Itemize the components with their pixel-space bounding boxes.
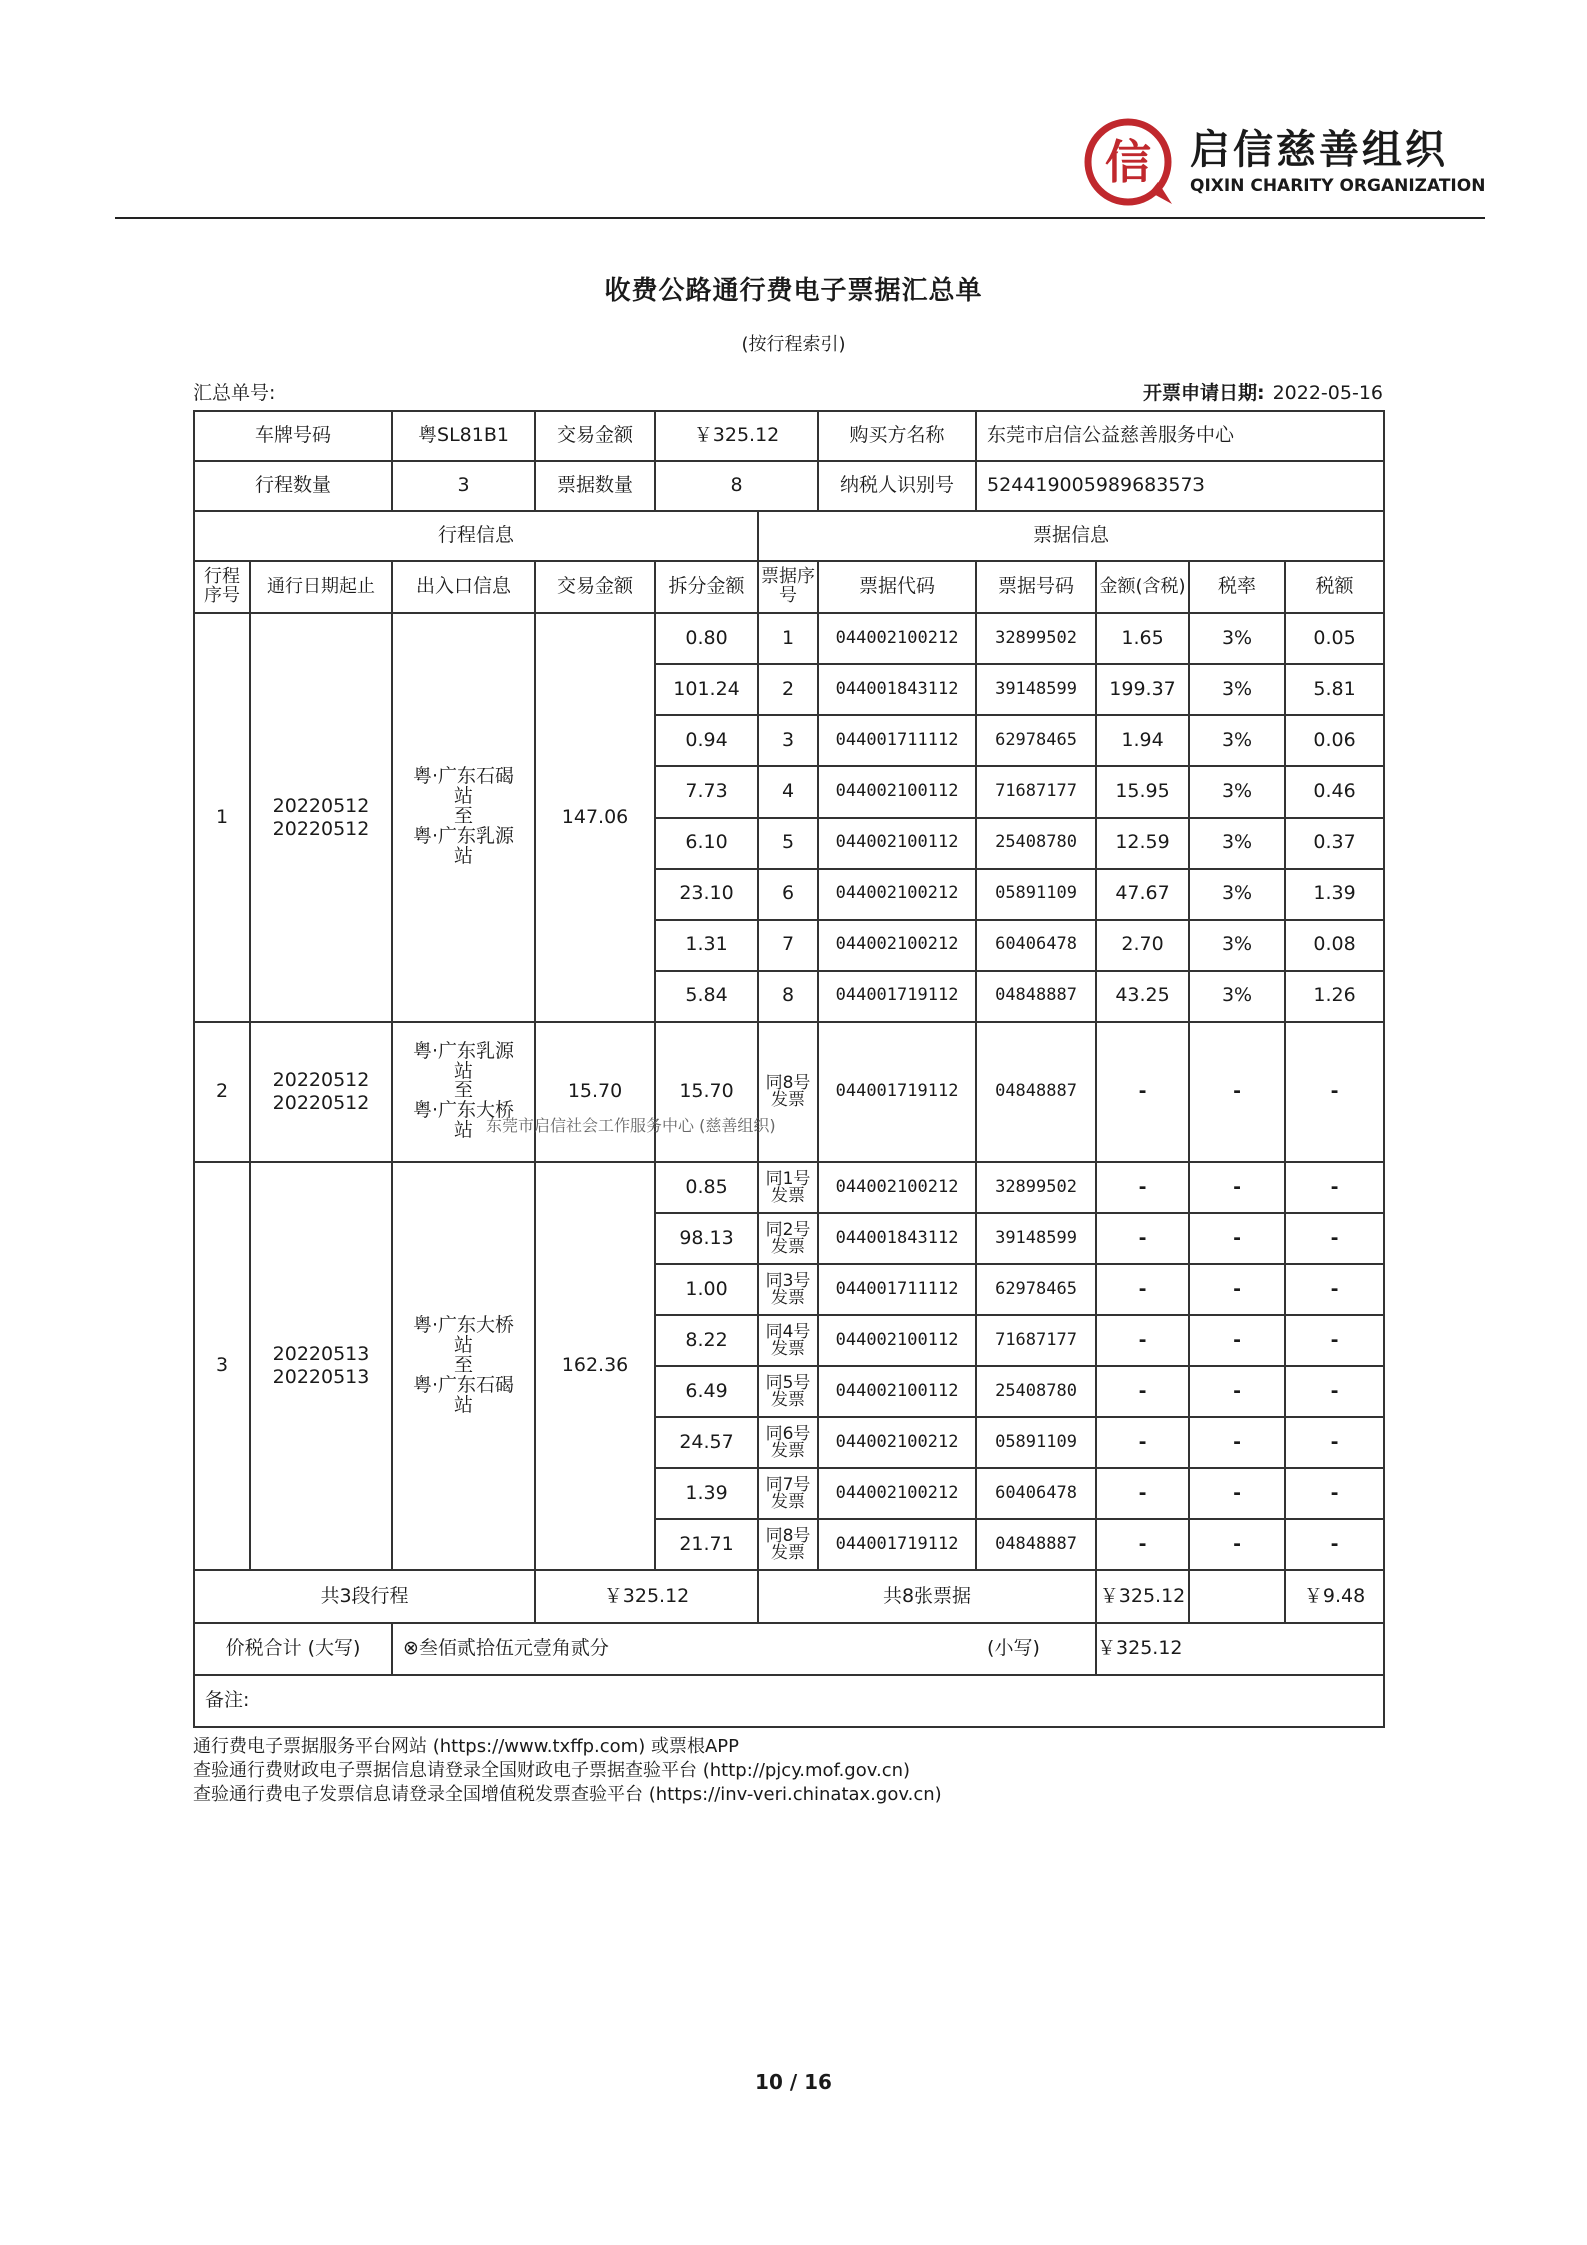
footer-notes xyxy=(193,1735,942,1807)
split-amount: 1.31 xyxy=(655,920,758,971)
ticket-number: 71687177 xyxy=(976,1315,1096,1366)
ticket-seq: 2 xyxy=(758,664,818,715)
ticket-seq: 5 xyxy=(758,818,818,869)
ticket-number: 25408780 xyxy=(976,818,1096,869)
ticket-number: 32899502 xyxy=(976,613,1096,664)
ticket-info-section: 票据信息 xyxy=(758,511,1384,561)
ticket-code: 044001719112 xyxy=(818,1022,976,1162)
ticket-number: 04848887 xyxy=(976,971,1096,1022)
entry-exit-cell xyxy=(392,1022,535,1162)
amount-with-tax: - xyxy=(1096,1519,1189,1570)
amount-with-tax: - xyxy=(1096,1162,1189,1213)
total-tax: ￥9.48 xyxy=(1285,1570,1384,1622)
amount-with-tax: 12.59 xyxy=(1096,818,1189,869)
grand-total-label: 价税合计 (大写) xyxy=(194,1623,392,1675)
ticket-number: 60406478 xyxy=(976,920,1096,971)
col-date: 通行日期起止 xyxy=(250,561,392,613)
tax-rate: - xyxy=(1189,1417,1285,1468)
tax-rate: 3% xyxy=(1189,920,1285,971)
split-amount: 7.73 xyxy=(655,766,758,817)
ticket-code: 044001843112 xyxy=(818,1213,976,1264)
trip-date-cell xyxy=(250,613,392,1022)
date-to: 20220512 xyxy=(272,817,370,840)
trip-count-value: 3 xyxy=(392,461,535,511)
tax-rate: 3% xyxy=(1189,715,1285,766)
amount-with-tax: 15.95 xyxy=(1096,766,1189,817)
tax-amount: 0.05 xyxy=(1285,613,1384,664)
ticket-seq: 同3号发票 xyxy=(758,1264,818,1315)
ticket-number: 32899502 xyxy=(976,1162,1096,1213)
split-amount: 6.10 xyxy=(655,818,758,869)
footer-line: 查验通行费电子发票信息请登录全国增值税发票查验平台 (https://inv-veri.chinatax.gov.cn) xyxy=(193,1784,942,1805)
tax-rate: - xyxy=(1189,1315,1285,1366)
doc-subtitle: (按行程索引) xyxy=(741,334,846,355)
total-rate-empty xyxy=(1189,1570,1285,1622)
ticket-number: 39148599 xyxy=(976,1213,1096,1264)
ticket-seq: 3 xyxy=(758,715,818,766)
tax-amount: - xyxy=(1285,1519,1384,1570)
tax-rate: 3% xyxy=(1189,613,1285,664)
ticket-number: 05891109 xyxy=(976,869,1096,920)
exit-station: 粤·广东大桥站 xyxy=(412,1099,515,1142)
tax-amount: - xyxy=(1285,1162,1384,1213)
ticket-seq: 7 xyxy=(758,920,818,971)
amount-with-tax: 47.67 xyxy=(1096,869,1189,920)
org-name-en: QIXIN CHARITY ORGANIZATION xyxy=(1190,176,1486,196)
amount-value: ￥325.12 xyxy=(655,411,818,461)
grand-total-small xyxy=(987,1623,1384,1675)
trip-no-cell: 3 xyxy=(194,1162,250,1571)
amount-with-tax: 43.25 xyxy=(1096,971,1189,1022)
amount-with-tax: - xyxy=(1096,1264,1189,1315)
tax-rate: - xyxy=(1189,1366,1285,1417)
tax-amount: - xyxy=(1285,1366,1384,1417)
apply-date-label: 开票申请日期: xyxy=(1142,382,1265,404)
amount-with-tax: 1.94 xyxy=(1096,715,1189,766)
footer-line: 通行费电子票据服务平台网站 (https://www.txffp.com) 或票根APP xyxy=(193,1736,739,1757)
amount-with-tax: - xyxy=(1096,1468,1189,1519)
ticket-number: 71687177 xyxy=(976,766,1096,817)
org-name-cn: 启信慈善组织 xyxy=(1190,127,1448,173)
trip-amount-cell: 15.70 xyxy=(535,1022,655,1162)
amount-with-tax: - xyxy=(1096,1366,1189,1417)
exit-station: 粤·广东乳源站 xyxy=(412,825,515,867)
ticket-number: 05891109 xyxy=(976,1417,1096,1468)
ticket-code: 044002100212 xyxy=(818,920,976,971)
tax-rate: - xyxy=(1189,1264,1285,1315)
plate-value: 粤SL81B1 xyxy=(392,411,535,461)
entry-station: 粤·广东石碣站 xyxy=(412,765,515,808)
amount-with-tax: - xyxy=(1096,1213,1189,1264)
tax-rate: - xyxy=(1189,1022,1285,1162)
ticket-seq: 同2号发票 xyxy=(758,1213,818,1264)
entry-exit-cell xyxy=(392,613,535,1022)
tax-rate: 3% xyxy=(1189,818,1285,869)
tax-rate: - xyxy=(1189,1519,1285,1570)
toll-summary-table xyxy=(193,410,1385,1728)
col-ticket-seq: 票据序号 xyxy=(758,561,818,613)
total-amount: ￥325.12 xyxy=(1096,1570,1189,1622)
ticket-code: 044002100212 xyxy=(818,869,976,920)
ticket-code: 044001711112 xyxy=(818,715,976,766)
qixin-logo xyxy=(1080,112,1180,212)
table-row xyxy=(194,1162,1384,1213)
date-to: 20220513 xyxy=(272,1366,370,1389)
ticket-code: 044001719112 xyxy=(818,1519,976,1570)
watermark: 东莞市启信社会工作服务中心 (慈善组织) xyxy=(486,1116,776,1135)
ticket-code: 044001719112 xyxy=(818,971,976,1022)
tax-amount: - xyxy=(1285,1468,1384,1519)
trip-amount-cell: 162.36 xyxy=(535,1162,655,1571)
tax-amount: 1.26 xyxy=(1285,971,1384,1022)
trip-no-cell: 2 xyxy=(194,1022,250,1162)
ticket-seq: 1 xyxy=(758,613,818,664)
footer-line: 查验通行费财政电子票据信息请登录全国财政电子票据查验平台 (http://pjcy.mof.gov.cn) xyxy=(193,1760,911,1781)
trip-info-section: 行程信息 xyxy=(194,511,758,561)
ticket-number: 39148599 xyxy=(976,664,1096,715)
split-amount: 1.00 xyxy=(655,1264,758,1315)
split-amount: 0.85 xyxy=(655,1162,758,1213)
ticket-seq: 同6号发票 xyxy=(758,1417,818,1468)
apply-date-value: 2022-05-16 xyxy=(1272,382,1383,404)
grand-small-label: (小写) xyxy=(987,1636,1040,1659)
ticket-seq: 同1号发票 xyxy=(758,1162,818,1213)
col-ticket-code: 票据代码 xyxy=(818,561,976,613)
doc-title: 收费公路通行费电子票据汇总单 xyxy=(604,276,983,306)
col-split: 拆分金额 xyxy=(655,561,758,613)
ticket-code: 044002100212 xyxy=(818,1162,976,1213)
split-amount: 21.71 xyxy=(655,1519,758,1570)
ticket-seq: 同5号发票 xyxy=(758,1366,818,1417)
tax-rate: - xyxy=(1189,1162,1285,1213)
ticket-code: 044002100112 xyxy=(818,818,976,869)
entry-station: 粤·广东大桥站 xyxy=(412,1313,515,1356)
split-amount: 24.57 xyxy=(655,1417,758,1468)
col-amount: 交易金额 xyxy=(535,561,655,613)
ticket-code: 044002100212 xyxy=(818,1468,976,1519)
tax-amount: 0.08 xyxy=(1285,920,1384,971)
amount-with-tax: - xyxy=(1096,1315,1189,1366)
ticket-number: 60406478 xyxy=(976,1468,1096,1519)
amount-with-tax: 2.70 xyxy=(1096,920,1189,971)
trip-date-cell xyxy=(250,1162,392,1571)
ticket-number: 62978465 xyxy=(976,715,1096,766)
ticket-number: 04848887 xyxy=(976,1022,1096,1162)
date-from: 20220513 xyxy=(272,1343,370,1366)
ticket-code: 044002100112 xyxy=(818,1315,976,1366)
grand-total-upper: ⊗叁佰贰拾伍元壹角贰分 xyxy=(392,1623,1096,1675)
tax-amount: - xyxy=(1285,1417,1384,1468)
total-trips-amount: ￥325.12 xyxy=(535,1570,758,1622)
table-row xyxy=(194,1022,1384,1162)
tax-rate: 3% xyxy=(1189,971,1285,1022)
table-row xyxy=(194,613,1384,664)
tax-amount: 1.39 xyxy=(1285,869,1384,920)
trip-date-cell xyxy=(250,1022,392,1162)
ticket-code: 044002100212 xyxy=(818,1417,976,1468)
summary-no-label: 汇总单号: xyxy=(193,382,276,404)
buyer-label: 购买方名称 xyxy=(818,411,976,461)
entry-station: 粤·广东乳源站 xyxy=(412,1039,515,1082)
split-amount: 6.49 xyxy=(655,1366,758,1417)
to-label: 至 xyxy=(454,805,474,828)
split-amount: 15.70 xyxy=(655,1022,758,1162)
split-amount: 101.24 xyxy=(655,664,758,715)
split-amount: 0.94 xyxy=(655,715,758,766)
tax-rate: 3% xyxy=(1189,766,1285,817)
date-to: 20220512 xyxy=(272,1091,370,1114)
tax-rate: 3% xyxy=(1189,664,1285,715)
amount-label: 交易金额 xyxy=(535,411,655,461)
trip-count-label: 行程数量 xyxy=(194,461,392,511)
ticket-seq: 同8号发票 xyxy=(758,1022,818,1162)
date-from: 20220512 xyxy=(272,794,370,817)
tax-amount: 5.81 xyxy=(1285,664,1384,715)
tax-rate: - xyxy=(1189,1468,1285,1519)
apply-date xyxy=(1143,378,1383,405)
col-ticket-number: 票据号码 xyxy=(976,561,1096,613)
ticket-seq: 8 xyxy=(758,971,818,1022)
trip-no-cell: 1 xyxy=(194,613,250,1022)
plate-label: 车牌号码 xyxy=(194,411,392,461)
ticket-count-label: 票据数量 xyxy=(535,461,655,511)
ticket-count-value: 8 xyxy=(655,461,818,511)
ticket-code: 044002100112 xyxy=(818,766,976,817)
tax-amount: - xyxy=(1285,1264,1384,1315)
tax-rate: 3% xyxy=(1189,869,1285,920)
date-from: 20220512 xyxy=(272,1069,370,1092)
split-amount: 8.22 xyxy=(655,1315,758,1366)
tax-amount: - xyxy=(1285,1315,1384,1366)
split-amount: 5.84 xyxy=(655,971,758,1022)
tax-amount: 0.37 xyxy=(1285,818,1384,869)
split-amount: 23.10 xyxy=(655,869,758,920)
ticket-seq: 同8号发票 xyxy=(758,1519,818,1570)
amount-with-tax: - xyxy=(1096,1022,1189,1162)
to-label: 至 xyxy=(454,1079,474,1102)
remark-label: 备注: xyxy=(194,1675,1384,1727)
split-amount: 98.13 xyxy=(655,1213,758,1264)
col-tax-rate: 税率 xyxy=(1189,561,1285,613)
ticket-seq: 同7号发票 xyxy=(758,1468,818,1519)
ticket-code: 044001711112 xyxy=(818,1264,976,1315)
logo-char: 信 xyxy=(1105,135,1151,189)
total-tickets-label: 共8张票据 xyxy=(758,1570,1096,1622)
ticket-number: 04848887 xyxy=(976,1519,1096,1570)
split-amount: 0.80 xyxy=(655,613,758,664)
ticket-seq: 4 xyxy=(758,766,818,817)
trip-amount-cell: 147.06 xyxy=(535,613,655,1022)
split-amount: 1.39 xyxy=(655,1468,758,1519)
ticket-number: 25408780 xyxy=(976,1366,1096,1417)
tax-amount: - xyxy=(1285,1213,1384,1264)
ticket-seq: 6 xyxy=(758,869,818,920)
col-amount-tax: 金额(含税) xyxy=(1096,561,1189,613)
tax-amount: 0.06 xyxy=(1285,715,1384,766)
buyer-value: 东莞市启信公益慈善服务中心 xyxy=(976,411,1384,461)
amount-with-tax: - xyxy=(1096,1417,1189,1468)
col-entry-exit: 出入口信息 xyxy=(392,561,535,613)
entry-exit-cell xyxy=(392,1162,535,1571)
amount-with-tax: 199.37 xyxy=(1096,664,1189,715)
tax-amount: - xyxy=(1285,1022,1384,1162)
to-label: 至 xyxy=(454,1353,474,1376)
col-trip-no: 行程序号 xyxy=(194,561,250,613)
ticket-code: 044002100112 xyxy=(818,1366,976,1417)
taxid-label: 纳税人识别号 xyxy=(818,461,976,511)
exit-station: 粤·广东石碣站 xyxy=(412,1373,515,1416)
amount-with-tax: 1.65 xyxy=(1096,613,1189,664)
col-tax: 税额 xyxy=(1285,561,1384,613)
header-divider xyxy=(115,217,1485,219)
total-trips-label: 共3段行程 xyxy=(194,1570,535,1622)
taxid-value: 52441900598968357З xyxy=(976,461,1384,511)
ticket-seq: 同4号发票 xyxy=(758,1315,818,1366)
page-number: 10 / 16 xyxy=(755,2070,832,2094)
grand-small-value: ￥325.12 xyxy=(1097,1636,1183,1659)
ticket-number: 62978465 xyxy=(976,1264,1096,1315)
ticket-code: 044001843112 xyxy=(818,664,976,715)
tax-rate: - xyxy=(1189,1213,1285,1264)
ticket-code: 044002100212 xyxy=(818,613,976,664)
tax-amount: 0.46 xyxy=(1285,766,1384,817)
